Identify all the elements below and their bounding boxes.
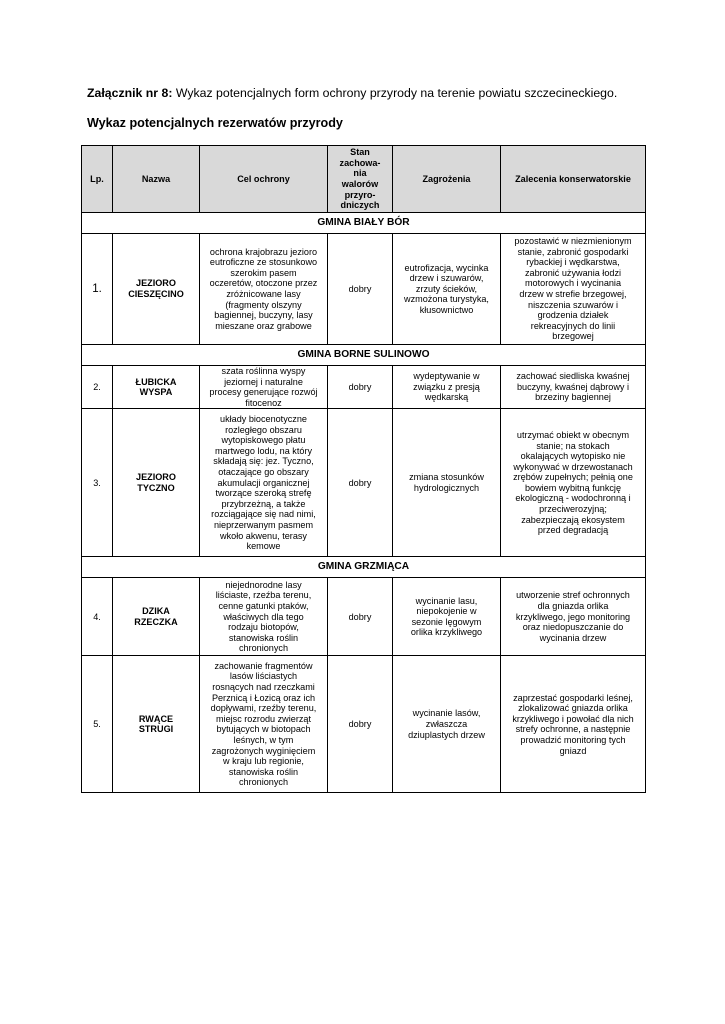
protection-goal-line: niejednorodne lasy	[225, 579, 302, 590]
recommendations-line: zabezpieczają ekosystem	[521, 514, 625, 525]
recommendations-line: dla gniazda orlika	[537, 600, 609, 611]
recommendations-line: przeciwerozyjną;	[539, 504, 607, 515]
header-stan-line: zachowa-	[339, 157, 381, 168]
gmina-section-row	[82, 213, 646, 234]
reserve-name	[113, 409, 200, 557]
protection-goal-line: szerokim pasem	[230, 267, 297, 278]
row-lp: 2.	[82, 366, 113, 409]
recommendations-line: utworzenie stref ochronnych	[516, 590, 630, 601]
protection-goal-line: Perznicą i Łozicą oraz ich	[211, 692, 316, 703]
recommendations-line: prowadzić monitoring tych	[520, 734, 626, 745]
protection-goal	[200, 656, 328, 793]
protection-goal-line: zachowanie fragmentów	[214, 660, 313, 671]
threats-line: kłusownictwo	[419, 304, 474, 315]
reserve-name-line: CIESZĘCINO	[128, 289, 184, 299]
protection-goal-line: fitocenoz	[245, 397, 282, 408]
recommendations-line: okalających wytopisko nie	[520, 451, 626, 462]
gmina-name: GMINA GRZMIĄCA	[82, 557, 646, 578]
threats-line: zrzuty ścieków,	[415, 283, 478, 294]
table-row	[82, 366, 646, 409]
protection-goal-line: rodzaju biotopów,	[228, 622, 299, 633]
protection-goal-line: właściwych dla tego	[223, 611, 304, 622]
protection-goal-line: bytujących w biotopach	[216, 724, 311, 735]
recommendations-line: oraz niedopuszczanie do	[522, 622, 624, 633]
recommendations	[501, 656, 646, 793]
protection-goal-line: ochrona krajobrazu jezioro	[209, 246, 318, 257]
table-row	[82, 578, 646, 656]
recommendations-line: buczyny, kwaśnej dąbrowy i	[516, 381, 630, 392]
recommendations-line: drzew w strefie brzegowej,	[519, 289, 627, 299]
reserve-name-line: JEZIORO	[136, 278, 176, 289]
reserve-name-line: DZIKA	[142, 606, 170, 617]
recommendations-line: niszczenia szuwarów i	[528, 299, 618, 310]
recommendations-line: grodzenia działek	[537, 310, 609, 321]
reserve-name-line: ŁUBICKA	[135, 376, 177, 387]
recommendations	[501, 366, 646, 409]
protection-goal-line: (fragmenty olszyny	[225, 299, 302, 310]
protection-goal-line: liściaste, rzeźba terenu,	[215, 590, 312, 601]
recommendations-line: krzykliwego i powołać dla nich	[512, 713, 634, 724]
reserve-name-line: TYCZNO	[137, 482, 175, 493]
recommendations-line: motorowych i wycinania	[524, 278, 622, 289]
recommendations-line: rekreacyjnych do linii	[530, 320, 616, 331]
threats-line: zmiana stosunków	[409, 472, 484, 483]
protection-goal-line: wytopiskowego płatu	[221, 435, 306, 446]
header-stan-line: nia	[353, 168, 367, 179]
recommendations-line: wycinania drzew	[539, 632, 607, 643]
condition-status: dobry	[328, 234, 393, 345]
attachment-number: Załącznik nr 8:	[87, 86, 173, 100]
condition-status: dobry	[328, 366, 393, 409]
recommendations-line: zaprzestać gospodarki leśnej,	[513, 692, 633, 703]
recommendations-line: przed degradacją	[537, 525, 609, 536]
section-title: Wykaz potencjalnych rezerwatów przyrody	[87, 116, 343, 130]
recommendations-line: gniazd	[559, 745, 587, 756]
threats-line: wzmożona turystyka,	[404, 294, 489, 305]
protection-goal-line: procesy generujące rozwój	[209, 387, 318, 398]
recommendations-line: zachować siedliska kwaśnej	[516, 371, 630, 382]
reserve-name-line: RZECZKA	[134, 616, 178, 627]
protection-goal-line: przybrzeżną, a także	[221, 498, 306, 509]
protection-goal-line: lasów liściastych	[229, 671, 298, 682]
reserve-name-line: RWĄCE	[138, 713, 174, 724]
protection-goal-line: układy biocenotyczne	[220, 414, 307, 425]
table-header-row	[82, 146, 646, 213]
protection-goal-line: dopływami, rzeźby terenu,	[210, 703, 317, 714]
recommendations	[501, 578, 646, 656]
reserve-name-line: JEZIORO	[136, 472, 176, 483]
protection-goal-line: składają się: jez. Tyczno,	[213, 456, 314, 467]
protection-goal-line: kemowe	[246, 541, 281, 552]
threats-line: wycinanie lasu,	[415, 595, 478, 606]
table-row	[82, 409, 646, 557]
header-nazwa: Nazwa	[113, 146, 200, 213]
protection-goal	[200, 409, 328, 557]
attachment-heading	[87, 86, 617, 100]
gmina-name: GMINA BIAŁY BÓR	[82, 213, 646, 234]
protection-goal	[200, 366, 328, 409]
gmina-name: GMINA BORNE SULINOWO	[82, 345, 646, 366]
protection-goal-line: chronionych	[238, 643, 289, 654]
protection-goal-line: cenne gatunki ptaków,	[218, 600, 309, 611]
protection-goal-line: rosnących nad rzeczkami	[212, 682, 315, 692]
protection-goal-line: rozległego obszaru	[225, 424, 302, 435]
reserve-name	[113, 656, 200, 793]
recommendations-line: zrębów zupełnych; pełnią one	[513, 472, 633, 483]
header-stan	[328, 146, 393, 213]
threats-line: związku z presją	[413, 381, 480, 392]
protection-goal-line: stanowiska roślin	[228, 766, 299, 777]
reserve-name	[113, 234, 200, 345]
header-stan-line: dniczych	[340, 200, 380, 211]
header-cel: Cel ochrony	[200, 146, 328, 213]
row-lp: 3.	[82, 409, 113, 557]
protection-goal-line: zagrożonych wyginięciem	[211, 745, 316, 756]
protection-goal-line: stanowiska roślin	[228, 632, 299, 643]
row-lp: 1.	[82, 234, 113, 345]
protection-goal-line: wkoło akwenu, terasy	[220, 530, 307, 541]
protection-goal-line: martwego lodu, na który	[214, 445, 313, 456]
recommendations-line: wykonywać w drzewostanach	[513, 461, 633, 472]
threats-line: orlika krzykliwego	[410, 627, 483, 638]
row-lp: 5.	[82, 656, 113, 793]
protection-goal-line: jeziornej i naturalne	[224, 376, 303, 387]
threats-line: hydrologicznych	[413, 482, 480, 493]
header-zalecenia: Zalecenia konserwatorskie	[501, 146, 646, 213]
threats	[393, 234, 501, 345]
recommendations-line: pozostawić w niezmienionym	[514, 236, 632, 247]
threats-line: zwłaszcza	[425, 719, 468, 730]
condition-status: dobry	[328, 578, 393, 656]
protection-goal-line: w kraju lub regionie,	[223, 756, 304, 767]
threats-line: niepokojenie w	[416, 606, 477, 617]
threats	[393, 409, 501, 557]
threats-line: wydeptywanie w	[413, 371, 480, 382]
protection-goal-line: miejsc rozrodu zwierząt	[215, 713, 311, 724]
protection-goal-line: bagiennej, buczyny, lasy	[214, 310, 313, 321]
recommendations-line: utrzymać obiekt w obecnym	[516, 429, 630, 440]
threats	[393, 578, 501, 656]
recommendations-line: brzegowej	[552, 331, 594, 342]
protection-goal-line: akumulacji organicznej	[217, 477, 310, 488]
threats-line: dziuplastych drzew	[408, 729, 485, 740]
header-stan-line: Stan	[350, 147, 370, 158]
header-zagrozenia: Zagrożenia	[393, 146, 501, 213]
reserve-name	[113, 578, 200, 656]
protection-goal-line: nieprzerwanym pasmem	[213, 519, 314, 530]
recommendations-line: strefy ochronne, a następnie	[515, 724, 631, 735]
threats	[393, 366, 501, 409]
recommendations-line: zabronić używania łodzi	[524, 267, 622, 278]
threats-line: drzew i szuwarów,	[409, 273, 484, 284]
recommendations	[501, 409, 646, 557]
threats-line: wędkarską	[424, 392, 469, 403]
recommendations-line: stanie; na stokach	[536, 440, 610, 451]
recommendations	[501, 234, 646, 345]
protection-goal-line: zróżnicowane lasy	[226, 289, 301, 299]
protection-goal-line: leśnych, w tym	[233, 734, 294, 745]
protection-goal-line: rozciągające się nad nimi,	[211, 509, 316, 520]
recommendations-line: stanie, zabronić gospodarki	[517, 246, 629, 257]
header-stan-line: walorów	[341, 179, 379, 189]
table-row	[82, 656, 646, 793]
reserve-name	[113, 366, 200, 409]
reserve-name-line: WYSPA	[139, 387, 173, 398]
threats-line: sezonie lęgowym	[411, 616, 482, 627]
threats-line: wycinanie lasów,	[412, 708, 481, 719]
recommendations-line: zlokalizować gniazda orlika	[518, 703, 628, 714]
row-lp: 4.	[82, 578, 113, 656]
table-row	[82, 234, 646, 345]
condition-status: dobry	[328, 409, 393, 557]
protection-goal-line: eutroficzne ze stosunkowo	[209, 257, 318, 268]
protection-goal-line: tworzące szeroką strefę	[215, 488, 312, 499]
gmina-section-row	[82, 345, 646, 366]
protection-goal-line: szata roślinna wyspy	[221, 366, 306, 376]
protection-goal-line: otaczające go obszary	[218, 466, 309, 477]
protection-goal	[200, 578, 328, 656]
recommendations-line: bowiem wybitną funkcję	[524, 482, 622, 493]
threats-line: eutrofizacja, wycinka	[404, 262, 489, 273]
recommendations-line: krzykliwego, jego monitoring	[515, 611, 631, 622]
table-body	[82, 213, 646, 793]
protection-goal-line: oczeretów, otoczone przez	[209, 278, 318, 289]
protection-goal	[200, 234, 328, 345]
header-lp: Lp.	[82, 146, 113, 213]
reserve-name-line: STRUGI	[138, 724, 174, 735]
protection-goal-line: mieszane oraz grabowe	[215, 320, 312, 331]
header-stan-line: przyro-	[344, 189, 376, 200]
recommendations-line: rybackiej i wędkarstwa,	[526, 257, 620, 268]
recommendations-line: brzeziny bagiennej	[535, 392, 611, 403]
gmina-section-row	[82, 557, 646, 578]
attachment-title: Wykaz potencjalnych form ochrony przyrody na terenie powiatu szczecineckiego.	[172, 86, 618, 100]
reserves-table	[81, 145, 646, 793]
protection-goal-line: chronionych	[238, 777, 289, 788]
threats	[393, 656, 501, 793]
recommendations-line: ekologiczną - wodochronną i	[515, 493, 631, 504]
condition-status: dobry	[328, 656, 393, 793]
